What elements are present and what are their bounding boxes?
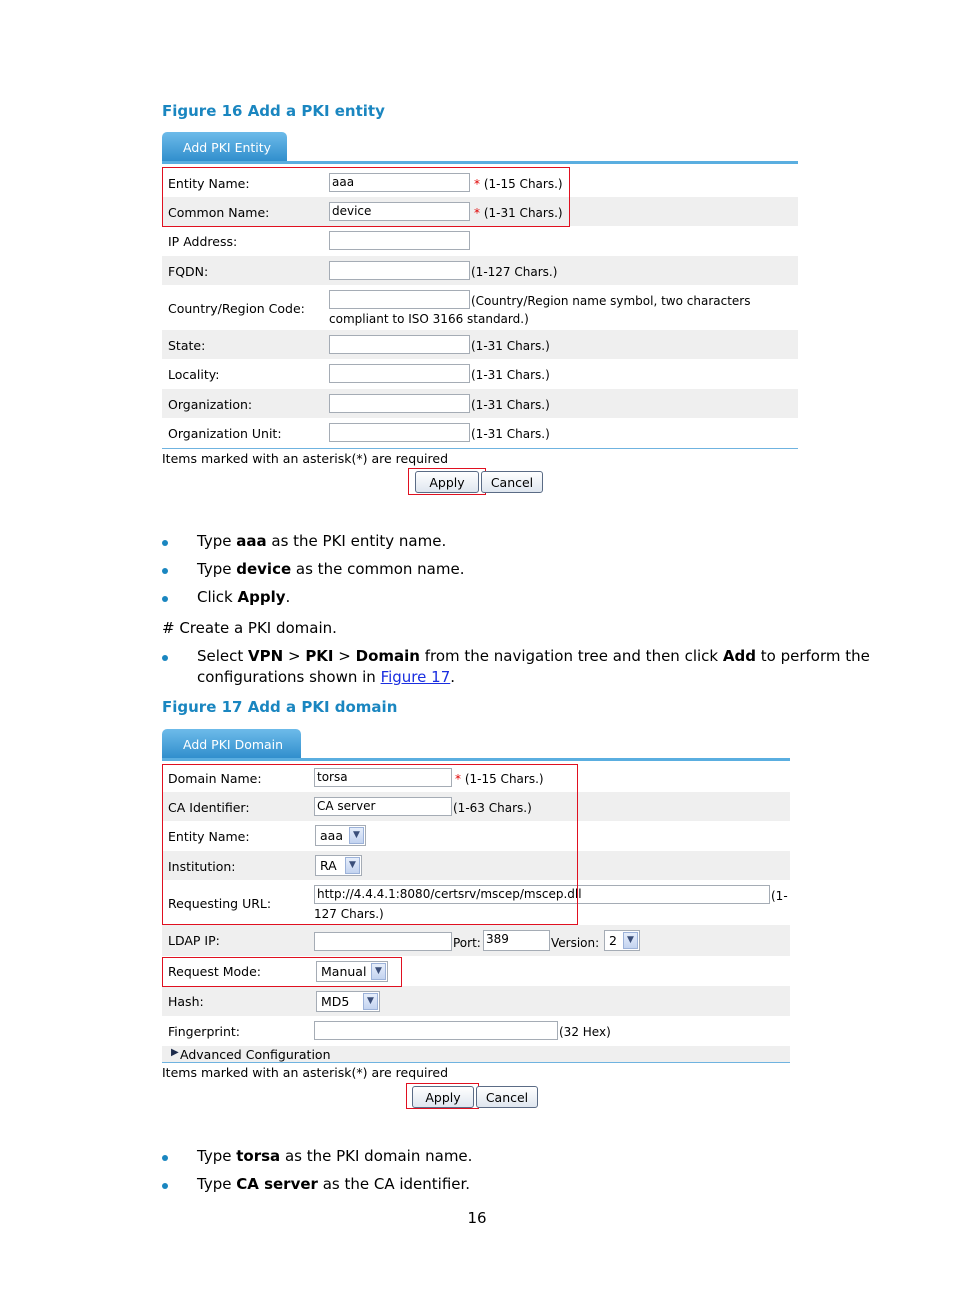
figure-16-caption: Figure 16 Add a PKI entity	[162, 102, 385, 120]
country-region-hint: (Country/Region name symbol, two characters	[471, 294, 751, 308]
bullet-dot	[162, 1183, 168, 1189]
port-label: Port:	[453, 936, 481, 950]
highlight-box	[162, 764, 578, 925]
state-input[interactable]	[329, 335, 470, 354]
add-pki-domain-panel	[162, 729, 790, 1111]
country-region-row	[162, 285, 798, 330]
chevron-down-icon[interactable]: ▼	[349, 827, 364, 844]
country-region-label: Country/Region Code:	[168, 301, 305, 316]
fingerprint-hint: (32 Hex)	[559, 1025, 611, 1039]
organization-unit-label: Organization Unit:	[168, 426, 282, 441]
apply-button[interactable]: Apply	[412, 1086, 474, 1108]
fingerprint-label: Fingerprint:	[168, 1024, 241, 1039]
step-text: Type	[197, 560, 237, 578]
step-bold: VPN	[248, 647, 284, 665]
organization-label: Organization:	[168, 397, 253, 412]
tab-underline	[162, 161, 798, 164]
step-text: Type	[197, 532, 237, 550]
entity-name-value: aaa	[320, 828, 343, 843]
fqdn-input[interactable]	[329, 261, 470, 280]
version-select[interactable]	[604, 930, 640, 951]
organization-hint: (1-31 Chars.)	[471, 398, 550, 412]
entity-name-hint: (1-15 Chars.)	[483, 177, 563, 191]
locality-input[interactable]	[329, 364, 470, 383]
country-region-input[interactable]	[329, 290, 470, 309]
tab-underline	[162, 758, 790, 761]
hash-select[interactable]	[316, 991, 380, 1012]
ldap-ip-label: LDAP IP:	[168, 933, 220, 948]
step-text: Type	[197, 1175, 237, 1193]
step-text: Type	[197, 1147, 237, 1165]
apply-highlight-box	[408, 468, 486, 495]
ldap-ip-input[interactable]	[314, 932, 452, 951]
requesting-url-hint-cont: 127 Chars.)	[314, 907, 384, 921]
requesting-url-input[interactable]: http://4.4.4.1:8080/certsrv/mscep/mscep.dll	[314, 885, 770, 904]
chevron-down-icon[interactable]: ▼	[345, 857, 360, 874]
ca-identifier-label: CA Identifier:	[168, 800, 250, 815]
state-row	[162, 330, 798, 359]
requesting-url-label: Requesting URL:	[168, 896, 272, 911]
step-bold: device	[236, 560, 292, 578]
page-number: 16	[467, 1209, 487, 1227]
locality-hint: (1-31 Chars.)	[471, 368, 550, 382]
step-bold: torsa	[236, 1147, 281, 1165]
version-value: 2	[609, 933, 617, 948]
ip-address-label: IP Address:	[168, 234, 238, 249]
ip-address-input[interactable]	[329, 231, 470, 250]
step-bold: Domain	[355, 647, 420, 665]
country-region-hint-cont: compliant to ISO 3166 standard.)	[329, 312, 529, 326]
advanced-configuration-row[interactable]	[162, 1046, 790, 1062]
step-text: .	[285, 588, 291, 606]
locality-label: Locality:	[168, 367, 220, 382]
organization-input[interactable]	[329, 394, 470, 413]
bullet-dot	[162, 655, 168, 661]
required-note: Items marked with an asterisk(*) are required	[162, 1065, 449, 1080]
required-star: *	[474, 177, 480, 191]
bullet-dot	[162, 1155, 168, 1161]
figure-17-caption: Figure 17 Add a PKI domain	[162, 698, 398, 716]
highlight-box	[162, 167, 570, 227]
entity-name-label: Entity Name:	[168, 176, 250, 191]
version-label: Version:	[551, 936, 600, 950]
required-star: *	[474, 206, 480, 220]
step-text: Click	[197, 588, 238, 606]
request-mode-value: Manual	[321, 964, 367, 979]
institution-value: RA	[320, 858, 337, 873]
chevron-down-icon[interactable]: ▼	[363, 993, 378, 1010]
add-pki-entity-panel	[162, 132, 798, 496]
step-text: .	[450, 668, 456, 686]
step-bold: CA server	[236, 1175, 318, 1193]
step-text: from the navigation tree and then click	[419, 647, 723, 665]
step-text: as the common name.	[291, 560, 465, 578]
chevron-down-icon[interactable]: ▼	[623, 932, 638, 949]
ip-address-row	[162, 226, 798, 256]
step-bold: Add	[722, 647, 756, 665]
step-text: to perform the	[755, 647, 870, 665]
apply-highlight-box	[406, 1083, 479, 1109]
step-text: as the CA identifier.	[317, 1175, 471, 1193]
request-mode-label: Request Mode:	[168, 964, 262, 979]
domain-name-input[interactable]: torsa	[314, 768, 452, 787]
state-hint: (1-31 Chars.)	[471, 339, 550, 353]
organization-row	[162, 389, 798, 418]
caret-right-icon[interactable]: ▶	[171, 1047, 179, 1058]
common-name-input[interactable]: device	[329, 202, 470, 221]
fqdn-label: FQDN:	[168, 264, 209, 279]
tab-add-pki-domain[interactable]: Add PKI Domain	[162, 729, 301, 759]
bullet-dot	[162, 540, 168, 546]
advanced-configuration-link[interactable]: Advanced Configuration	[180, 1047, 331, 1062]
entity-name-label: Entity Name:	[168, 829, 250, 844]
step-text: >	[283, 647, 306, 665]
tab-add-pki-entity[interactable]: Add PKI Entity	[162, 132, 287, 162]
chevron-down-icon[interactable]: ▼	[371, 963, 386, 980]
form-bottom-line	[162, 1062, 790, 1063]
fingerprint-input[interactable]	[314, 1021, 558, 1040]
bullet-dot	[162, 568, 168, 574]
step-bold: PKI	[305, 647, 334, 665]
list-item	[162, 647, 870, 689]
create-domain-text: # Create a PKI domain.	[162, 619, 337, 637]
step-text: as the PKI entity name.	[266, 532, 447, 550]
fqdn-hint: (1-127 Chars.)	[471, 265, 558, 279]
cancel-button[interactable]: Cancel	[481, 471, 543, 493]
apply-button[interactable]: Apply	[415, 471, 479, 493]
hash-value: MD5	[321, 994, 350, 1009]
form-bottom-line	[162, 448, 798, 449]
fingerprint-row	[162, 1016, 790, 1046]
cancel-button[interactable]: Cancel	[476, 1086, 538, 1108]
organization-unit-input[interactable]	[329, 423, 470, 442]
common-name-hint: (1-31 Chars.)	[483, 206, 563, 220]
requesting-url-hint: (1-	[771, 889, 788, 903]
domain-name-hint: (1-15 Chars.)	[464, 772, 544, 786]
request-mode-highlight-box	[162, 957, 402, 987]
organization-unit-hint: (1-31 Chars.)	[471, 427, 550, 441]
locality-row	[162, 359, 798, 389]
required-note: Items marked with an asterisk(*) are required	[162, 451, 449, 466]
domain-name-label: Domain Name:	[168, 771, 262, 786]
figure-17-link[interactable]: Figure 17	[380, 668, 451, 686]
hash-row	[162, 986, 790, 1016]
required-star: *	[455, 772, 461, 786]
ca-identifier-hint: (1-63 Chars.)	[453, 801, 532, 815]
bullet-dot	[162, 596, 168, 602]
step-bold: Apply	[237, 588, 286, 606]
institution-label: Institution:	[168, 859, 236, 874]
ca-identifier-input[interactable]: CA server	[314, 797, 452, 816]
hash-label: Hash:	[168, 994, 204, 1009]
step-text: as the PKI domain name.	[280, 1147, 473, 1165]
fqdn-row	[162, 256, 798, 285]
step-text: Select	[197, 647, 249, 665]
common-name-label: Common Name:	[168, 205, 270, 220]
ldap-row	[162, 925, 790, 956]
port-input[interactable]: 389	[483, 930, 550, 951]
organization-unit-row	[162, 418, 798, 448]
entity-name-input[interactable]: aaa	[329, 173, 470, 192]
step-text: configurations shown in	[197, 668, 381, 686]
step-bold: aaa	[236, 532, 267, 550]
state-label: State:	[168, 338, 206, 353]
step-text: >	[333, 647, 356, 665]
